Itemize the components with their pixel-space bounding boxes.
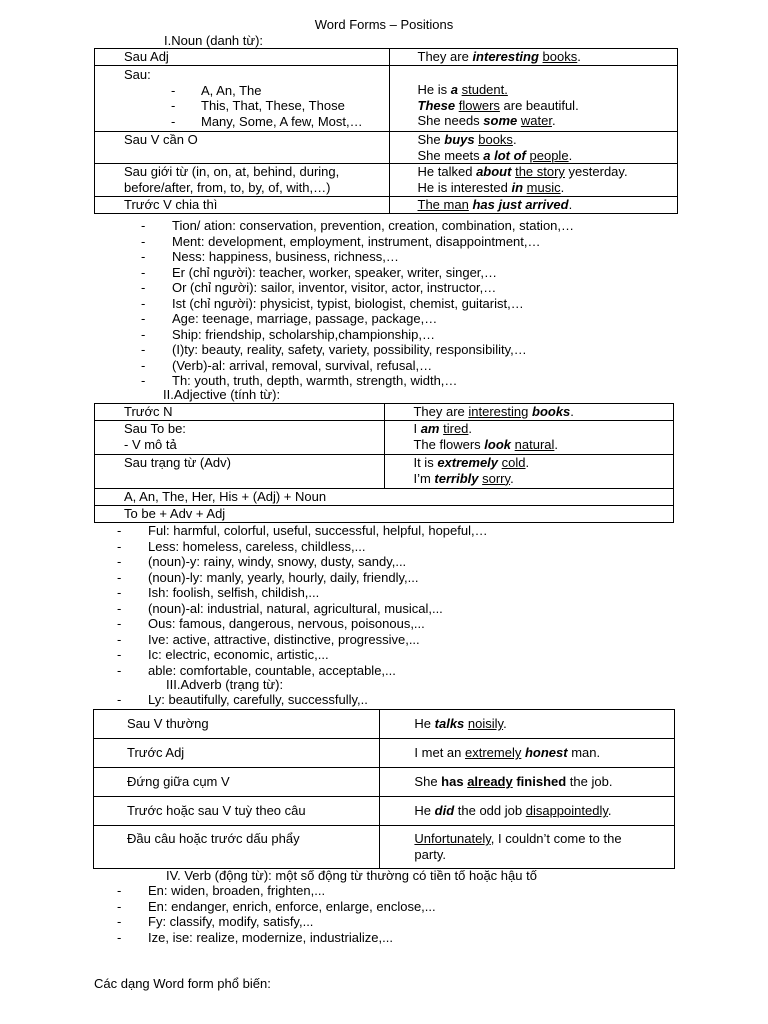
- table-row: [94, 768, 675, 797]
- table-row: [95, 455, 674, 489]
- example-line: The flowers look natural.: [413, 436, 559, 452]
- bullet-dash: -: [141, 373, 146, 388]
- adv-row1-left: Sau V thường: [94, 710, 380, 739]
- list-item-text: Ness: happiness, business, richness,…: [172, 249, 399, 264]
- example-line: He is a student.: [417, 82, 508, 97]
- bullet-dash: -: [141, 311, 146, 326]
- noun-row2-left-title: Sau:: [124, 67, 151, 82]
- list-item: [141, 311, 574, 327]
- example-line: She buys books.: [417, 132, 517, 147]
- page-title: Word Forms – Positions: [314, 17, 454, 32]
- list-item-text: Ish: foolish, selfish, childish,...: [148, 585, 320, 600]
- adj-row3-left: Sau trạng từ (Adv): [95, 455, 385, 489]
- list-item-text: (Verb)-al: arrival, removal, survival, refusal,…: [172, 357, 433, 373]
- verb-heading: IV. Verb (động từ): một số động từ thường có tiền tố hoặc hậu tố: [166, 868, 537, 883]
- table-row: [95, 132, 678, 164]
- noun-row2-right: [389, 66, 677, 132]
- adv-row2-right: I met an extremely honest man.: [380, 739, 675, 768]
- bullet-dash: -: [141, 342, 146, 357]
- list-item-text: Ship: friendship, scholarship,championship,…: [172, 326, 436, 342]
- list-item: [117, 914, 436, 930]
- bullet-dash: -: [117, 600, 122, 616]
- table-row: [95, 506, 674, 523]
- list-item: [141, 234, 574, 250]
- bullet-dash: -: [141, 233, 146, 249]
- adverb-table: [93, 709, 675, 869]
- bullet-dash: -: [141, 357, 146, 373]
- noun-row2-left-list: [124, 83, 389, 130]
- adj-row5: To be + Adv + Adj: [95, 506, 674, 523]
- table-row: [95, 66, 678, 132]
- example-line: He is interested in music.: [417, 179, 565, 195]
- list-item-text: Or (chỉ người): sailor, inventor, visitor, actor, instructor,…: [172, 280, 497, 295]
- table-row: [94, 797, 675, 826]
- list-item: - Many, Some, A few, Most,…: [171, 113, 363, 129]
- verb-suffix-list: [117, 883, 436, 945]
- example-line: It is extremely cold.: [413, 455, 530, 470]
- list-item-text: (noun)-y: rainy, windy, snowy, dusty, sandy,...: [148, 554, 407, 569]
- list-item: [117, 632, 488, 648]
- adjective-suffix-list: [117, 523, 488, 678]
- list-item: [117, 692, 368, 708]
- example-line: I’m terribly sorry.: [413, 470, 514, 486]
- bullet-dash: -: [117, 538, 122, 554]
- list-item: [117, 930, 436, 946]
- list-item-text: Er (chỉ người): teacher, worker, speaker, writer, singer,…: [172, 264, 498, 280]
- footer-heading: Các dạng Word form phổ biến:: [94, 976, 271, 991]
- list-item-text: Tion/ ation: conservation, prevention, creation, combination, station,…: [172, 218, 575, 233]
- bullet-dash: -: [117, 898, 122, 914]
- bullet-dash: -: [117, 523, 122, 538]
- adv-row2-left: Trước Adj: [94, 739, 380, 768]
- noun-table: [94, 48, 678, 214]
- list-item: [117, 539, 488, 555]
- bullet-dash: -: [117, 914, 122, 929]
- noun-row1-right: They are interesting books.: [389, 49, 677, 66]
- list-item: [141, 265, 574, 281]
- list-item: [117, 554, 488, 570]
- list-item-text: Ic: electric, economic, artistic,...: [148, 647, 329, 662]
- list-item-text: Age: teenage, marriage, passage, package,…: [172, 311, 438, 326]
- list-item-text: Ful: harmful, colorful, useful, successful, helpful, hopeful,…: [148, 523, 488, 538]
- list-item-text: Fy: classify, modify, satisfy,...: [148, 914, 314, 929]
- list-item: [117, 570, 488, 586]
- bullet-dash: -: [117, 883, 122, 898]
- noun-row4-left: Sau giới từ (in, on, at, behind, during, before/after, from, to, by, of, with,…): [95, 164, 390, 197]
- list-item: - This, That, These, Those: [171, 98, 345, 113]
- list-item: [141, 327, 574, 343]
- list-item-text: Ment: development, employment, instrument, disappointment,…: [172, 233, 541, 249]
- adj-row3-right: [385, 455, 674, 489]
- noun-suffix-list: [141, 218, 574, 389]
- bullet-dash: -: [117, 929, 122, 945]
- bullet-dash: -: [117, 554, 122, 569]
- list-item-text: Ive: active, attractive, distinctive, progressive,...: [148, 631, 420, 647]
- adj-row2-left: Sau To be: - V mô tả: [95, 421, 385, 455]
- table-row: [95, 164, 678, 197]
- list-item: [117, 883, 436, 899]
- bullet-dash: -: [141, 249, 146, 264]
- adv-row5-right: Unfortunately, I couldn’t come to the party.: [380, 826, 675, 869]
- list-item: - A, An, The: [171, 82, 262, 98]
- adj-row2-right: [385, 421, 674, 455]
- list-item: [117, 523, 488, 539]
- bullet-dash: -: [141, 326, 146, 342]
- adverb-suffix-list: [117, 692, 368, 708]
- table-row: [94, 739, 675, 768]
- bullet-dash: -: [117, 585, 122, 600]
- list-item: [117, 601, 488, 617]
- list-item-text: Ous: famous, dangerous, nervous, poisonous,...: [148, 616, 425, 631]
- example-line: I am tired.: [413, 421, 473, 436]
- list-item-text: Ly: beautifully, carefully, successfully,..: [148, 692, 368, 707]
- noun-row3-left: Sau V cần O: [95, 132, 390, 164]
- list-item-text: Less: homeless, careless, childless,...: [148, 538, 366, 554]
- table-row: [95, 49, 678, 66]
- bullet-dash: -: [117, 647, 122, 662]
- adv-row4-right: He did the odd job disappointedly.: [380, 797, 675, 826]
- adverb-heading: III.Adverb (trạng từ):: [166, 677, 284, 692]
- table-row: [95, 404, 674, 421]
- list-item-text: Ize, ise: realize, modernize, industrialize,...: [148, 929, 393, 945]
- noun-row3-right: [389, 132, 677, 164]
- adj-row1-right: They are interesting books.: [385, 404, 674, 421]
- table-row: [95, 197, 678, 214]
- example-line: He talked about the story yesterday.: [417, 164, 628, 179]
- list-item: [117, 647, 488, 663]
- table-row: [95, 421, 674, 455]
- list-item-text: En: endanger, enrich, enforce, enlarge, enclose,...: [148, 898, 436, 914]
- noun-row1-left: Sau Adj: [95, 49, 390, 66]
- list-item: [141, 218, 574, 234]
- adv-row3-right: She has already finished the job.: [380, 768, 675, 797]
- bullet-dash: -: [117, 692, 122, 707]
- example-line: These flowers are beautiful.: [417, 97, 579, 113]
- bullet-dash: -: [141, 295, 146, 311]
- table-row: [94, 826, 675, 869]
- list-item: [141, 358, 574, 374]
- bullet-dash: -: [141, 280, 146, 295]
- bullet-dash: -: [141, 264, 146, 280]
- list-item-text: able: comfortable, countable, acceptable,...: [148, 662, 396, 678]
- adj-row1-left: Trước N: [95, 404, 385, 421]
- bullet-dash: -: [117, 662, 122, 678]
- list-item: [141, 280, 574, 296]
- list-item: [117, 585, 488, 601]
- adjective-table: [94, 403, 674, 523]
- adj-row4: A, An, The, Her, His + (Adj) + Noun: [95, 489, 674, 506]
- table-row: [95, 489, 674, 506]
- list-item: [117, 899, 436, 915]
- list-item-text: (I)ty: beauty, reality, safety, variety, possibility, responsibility,…: [172, 342, 527, 357]
- list-item-text: En: widen, broaden, frighten,...: [148, 883, 326, 898]
- adjective-heading: II.Adjective (tính từ):: [163, 387, 281, 402]
- list-item: [141, 296, 574, 312]
- bullet-dash: -: [117, 616, 122, 631]
- list-item: [117, 616, 488, 632]
- example-line: She needs some water.: [417, 113, 556, 128]
- adv-row3-left: Đứng giữa cụm V: [94, 768, 380, 797]
- list-item-text: Ist (chỉ người): physicist, typist, biologist, chemist, guitarist,…: [172, 295, 524, 311]
- noun-row4-right: [389, 164, 677, 197]
- list-item: [117, 663, 488, 679]
- list-item: [141, 249, 574, 265]
- list-item: [141, 342, 574, 358]
- adv-row5-left: Đầu câu hoặc trước dấu phẩy: [94, 826, 380, 869]
- table-row: [94, 710, 675, 739]
- bullet-dash: -: [117, 569, 122, 585]
- noun-row5-left: Trước V chia thì: [95, 197, 390, 214]
- noun-row5-right: The man has just arrived.: [389, 197, 677, 214]
- adv-row4-left: Trước hoặc sau V tuỳ theo câu: [94, 797, 380, 826]
- list-item-text: (noun)-al: industrial, natural, agricultural, musical,...: [148, 600, 443, 616]
- list-item-text: (noun)-ly: manly, yearly, hourly, daily, friendly,...: [148, 569, 419, 585]
- noun-heading: I.Noun (danh từ):: [164, 33, 264, 48]
- list-item-text: Th: youth, truth, depth, warmth, strength, width,…: [172, 373, 458, 388]
- adv-row1-right: He talks noisily.: [380, 710, 675, 739]
- example-line: She meets a lot of people.: [417, 147, 573, 163]
- noun-row2-left: [95, 66, 390, 132]
- bullet-dash: -: [117, 631, 122, 647]
- bullet-dash: -: [141, 218, 146, 233]
